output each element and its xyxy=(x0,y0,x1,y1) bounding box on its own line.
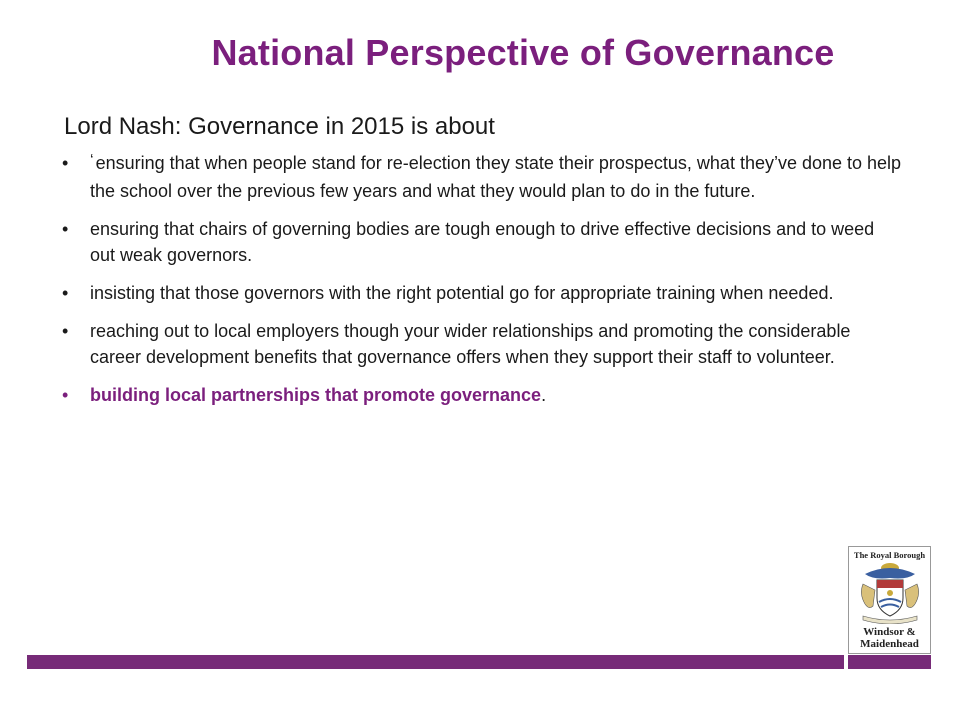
logo-line-windsor: Windsor & xyxy=(863,626,916,638)
bullet-suffix: . xyxy=(541,385,547,405)
bullet-text: insisting that those governors with the right potential go for appropriate training when needed. xyxy=(90,283,834,303)
bullet-dot-icon: • xyxy=(62,283,69,303)
slide-title: National Perspective of Governance xyxy=(211,32,835,73)
logo-bottom-text xyxy=(849,626,930,650)
bullet-dot-icon: • xyxy=(62,219,69,239)
bullet-item xyxy=(64,318,904,370)
bullet-item xyxy=(64,216,904,268)
footer-bar-end xyxy=(848,655,931,669)
footer-bar xyxy=(27,655,844,669)
bullet-list xyxy=(64,150,904,420)
opening-quote: ‘ xyxy=(90,152,94,169)
borough-logo xyxy=(848,546,931,654)
logo-top-text: The Royal Borough xyxy=(853,550,926,560)
bullet-dot-icon: • xyxy=(62,153,69,173)
bullet-dot-icon: • xyxy=(62,385,69,405)
bullet-text: building local partnerships that promote governance xyxy=(90,385,542,405)
bullet-item-highlight xyxy=(64,382,904,408)
bullet-text: reaching out to local employers though your wider relationships and promoting the considerable career development benefits that governance offers when they support their staff to volunteer. xyxy=(90,321,851,367)
slide-subtitle: Lord Nash: Governance in 2015 is about xyxy=(64,113,495,140)
bullet-item xyxy=(64,280,904,306)
bullet-item xyxy=(64,150,904,204)
coat-of-arms-icon xyxy=(855,560,925,624)
bullet-dot-icon: • xyxy=(62,321,69,341)
logo-line-maidenhead: Maidenhead xyxy=(860,638,919,650)
bullet-text: ensuring that when people stand for re-election they state their prospectus, what they’ve done to help the school over the previous few years and what they would plan to do in the future. xyxy=(90,153,902,201)
bullet-text: ensuring that chairs of governing bodies are tough enough to drive effective decisions and to weed out weak governors. xyxy=(90,219,875,265)
